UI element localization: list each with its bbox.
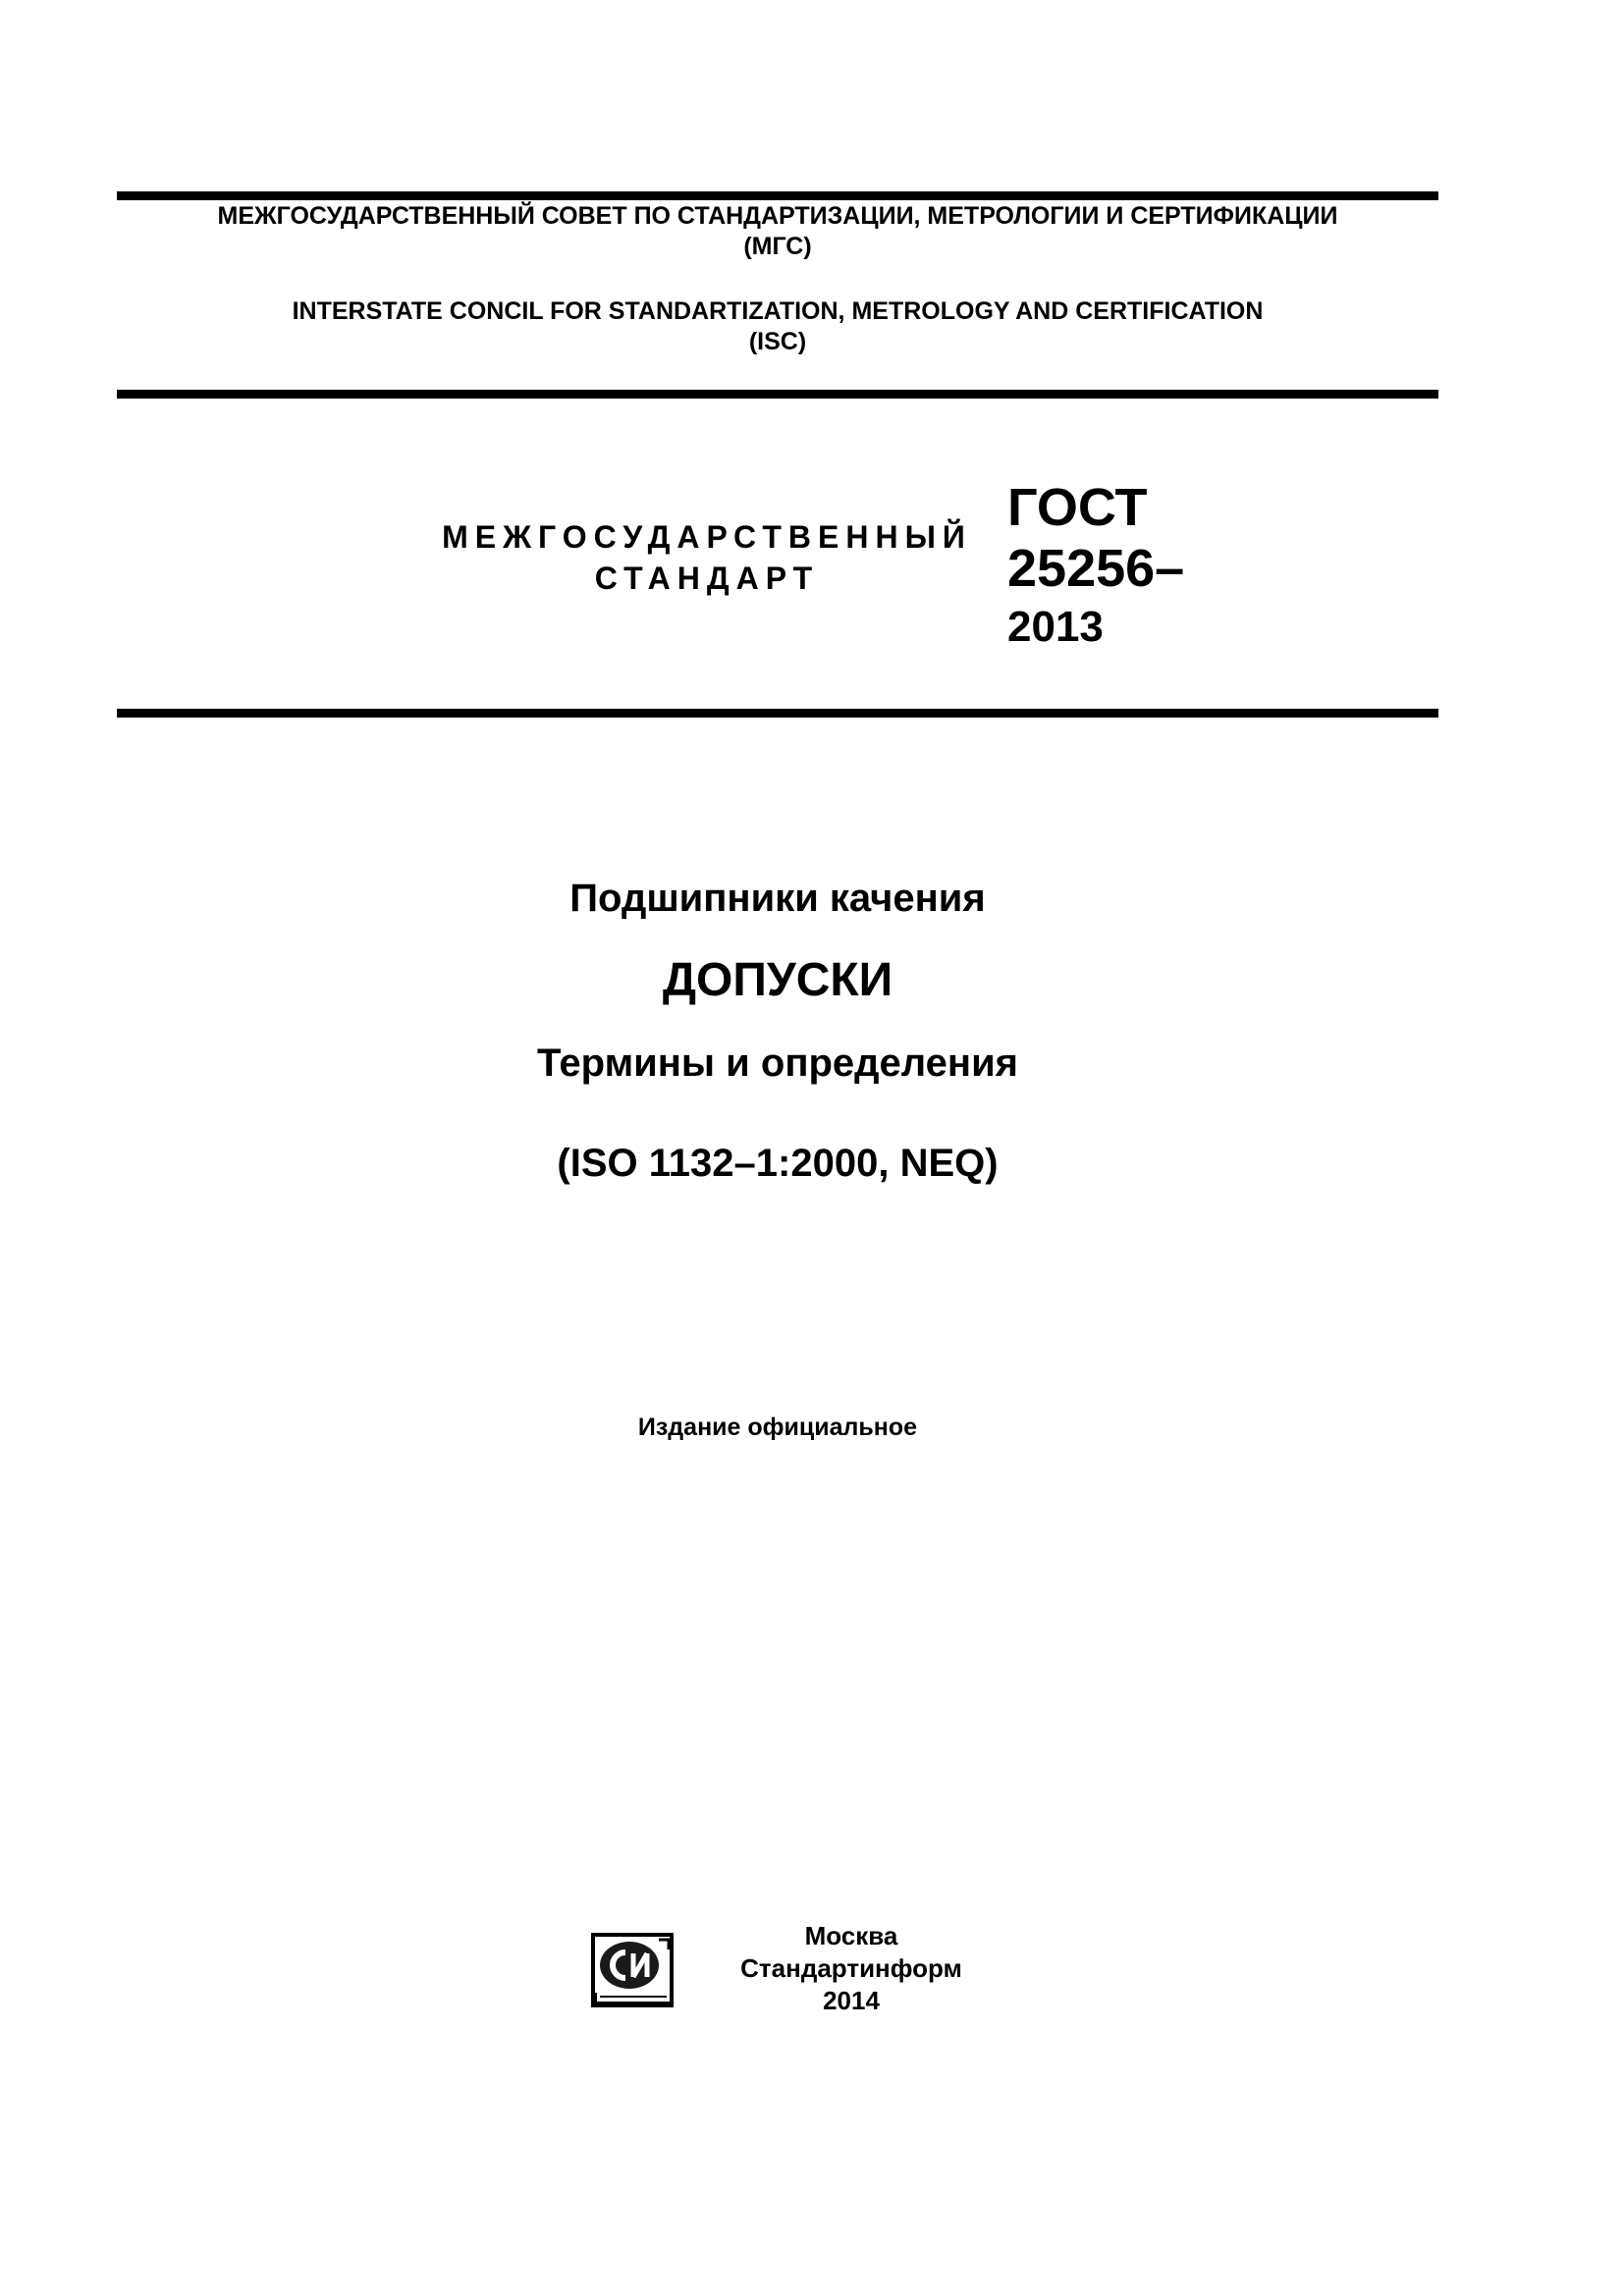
- document-main-title: ДОПУСКИ: [662, 954, 893, 1006]
- bottom-rule: [117, 709, 1438, 718]
- council-abbr-en: (ISC): [748, 328, 807, 355]
- document-subject: Подшипники качения: [569, 877, 986, 920]
- council-name-en: [117, 296, 1438, 357]
- publisher-city: Москва: [804, 1921, 898, 1950]
- council-name-ru-line: МЕЖГОСУДАРСТВЕННЫЙ СОВЕТ ПО СТАНДАРТИЗАЦИИ, МЕТРОЛОГИИ И СЕРТИФИКАЦИИ: [217, 202, 1338, 230]
- standard-type-line-2: СТАНДАРТ: [594, 561, 820, 596]
- standard-type-line-1: МЕЖГОСУДАРСТВЕННЫЙ: [442, 519, 972, 555]
- publisher-name: Стандартинформ: [740, 1953, 962, 1983]
- council-abbr-ru: (МГС): [743, 233, 812, 260]
- standard-type: [412, 516, 1001, 599]
- document-subtitle: Термины и определения: [536, 1041, 1019, 1085]
- publisher-block: [699, 1920, 1003, 2017]
- gost-year: 2013: [1007, 603, 1104, 651]
- standartinform-logo-icon: [590, 1932, 675, 2008]
- edition-label: Издание официальное: [637, 1414, 918, 1441]
- gost-number: 25256–: [1007, 539, 1185, 598]
- gost-code: [1007, 477, 1184, 654]
- publication-year: 2014: [823, 1986, 880, 2015]
- council-name-ru: [117, 201, 1438, 262]
- top-rule: [117, 191, 1438, 200]
- council-name-en-line: INTERSTATE CONCIL FOR STANDARTIZATION, METROLOGY AND CERTIFICATION: [292, 297, 1264, 325]
- iso-reference: (ISO 1132–1:2000, NEQ): [557, 1142, 999, 1185]
- gost-label: ГОСТ: [1007, 478, 1148, 537]
- middle-rule: [117, 390, 1438, 399]
